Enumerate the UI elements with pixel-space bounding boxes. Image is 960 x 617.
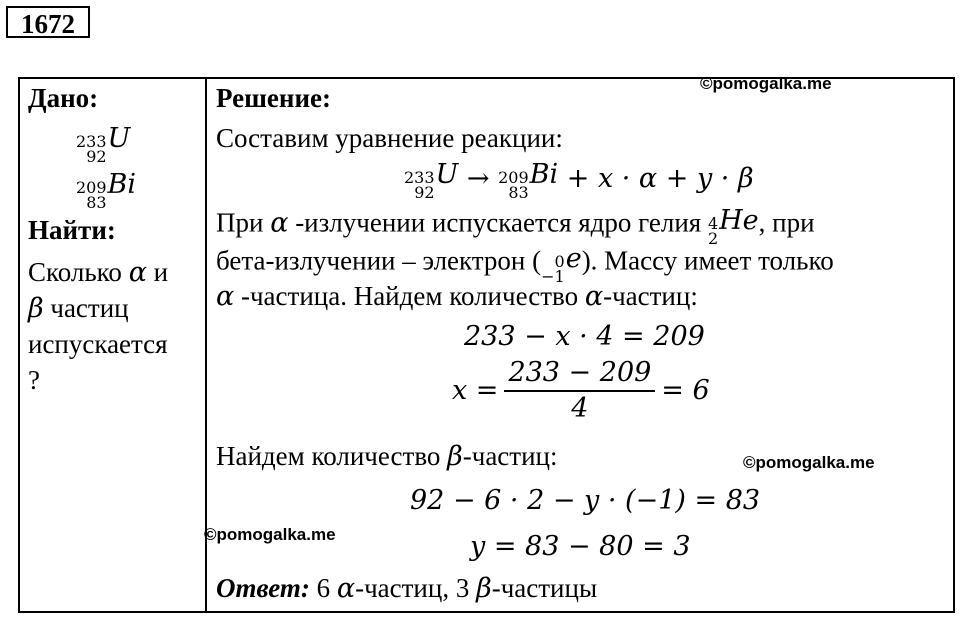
problem-number: 1672 (6, 6, 90, 38)
equation-3: 92 − 6 · 2 − y · (−1) = 83 (410, 485, 761, 516)
find-text-line-3: испускается (28, 329, 168, 359)
solution-table (18, 77, 955, 613)
watermark-middle: ©pomogalka.me (743, 453, 875, 472)
solution-intro: Составим уравнение реакции: (216, 123, 563, 153)
given-header: Дано: (28, 83, 99, 113)
given-isotope-u: 233 92 U (76, 123, 131, 166)
find-text-line-4: ? (28, 365, 40, 395)
solution-header: Решение: (216, 83, 331, 113)
equation-1: 233 − x · 4 = 209 (464, 321, 705, 352)
given-isotope-bi: 209 83 Bi (76, 169, 137, 212)
answer-line: Ответ: 6 α-частиц, 3 β-частицы (216, 573, 598, 604)
equation-2-fraction: $\frac{233 - 209}{4}$ (504, 357, 655, 424)
find-header: Найти: (28, 215, 116, 245)
find-text-line-2: β частиц (28, 293, 129, 324)
equation-4: y = 83 − 80 = 3 (470, 531, 691, 562)
watermark-top: ©pomogalka.me (700, 74, 832, 93)
find-text-line-1: Сколько α и (28, 257, 169, 288)
reaction-equation: 233 92 U → 209 83 Bi + x · α + y · β (404, 159, 754, 202)
paragraph-line-4: Найдем количество β-частиц: (216, 441, 558, 472)
equation-2: x = $\frac{233 - 209}{4}$ = 6 (452, 357, 710, 424)
watermark-bottom: ©pomogalka.me (204, 525, 336, 544)
paragraph-line-1: При α -излучении испускается ядро гелия 4 2 He , при (216, 205, 815, 248)
paragraph-line-3: α -частица. Найдем количество α-частиц: (216, 281, 698, 312)
paragraph-line-2: бета-излучении – электрон ( 0 −1 e ). Массу имеет только (216, 243, 834, 286)
